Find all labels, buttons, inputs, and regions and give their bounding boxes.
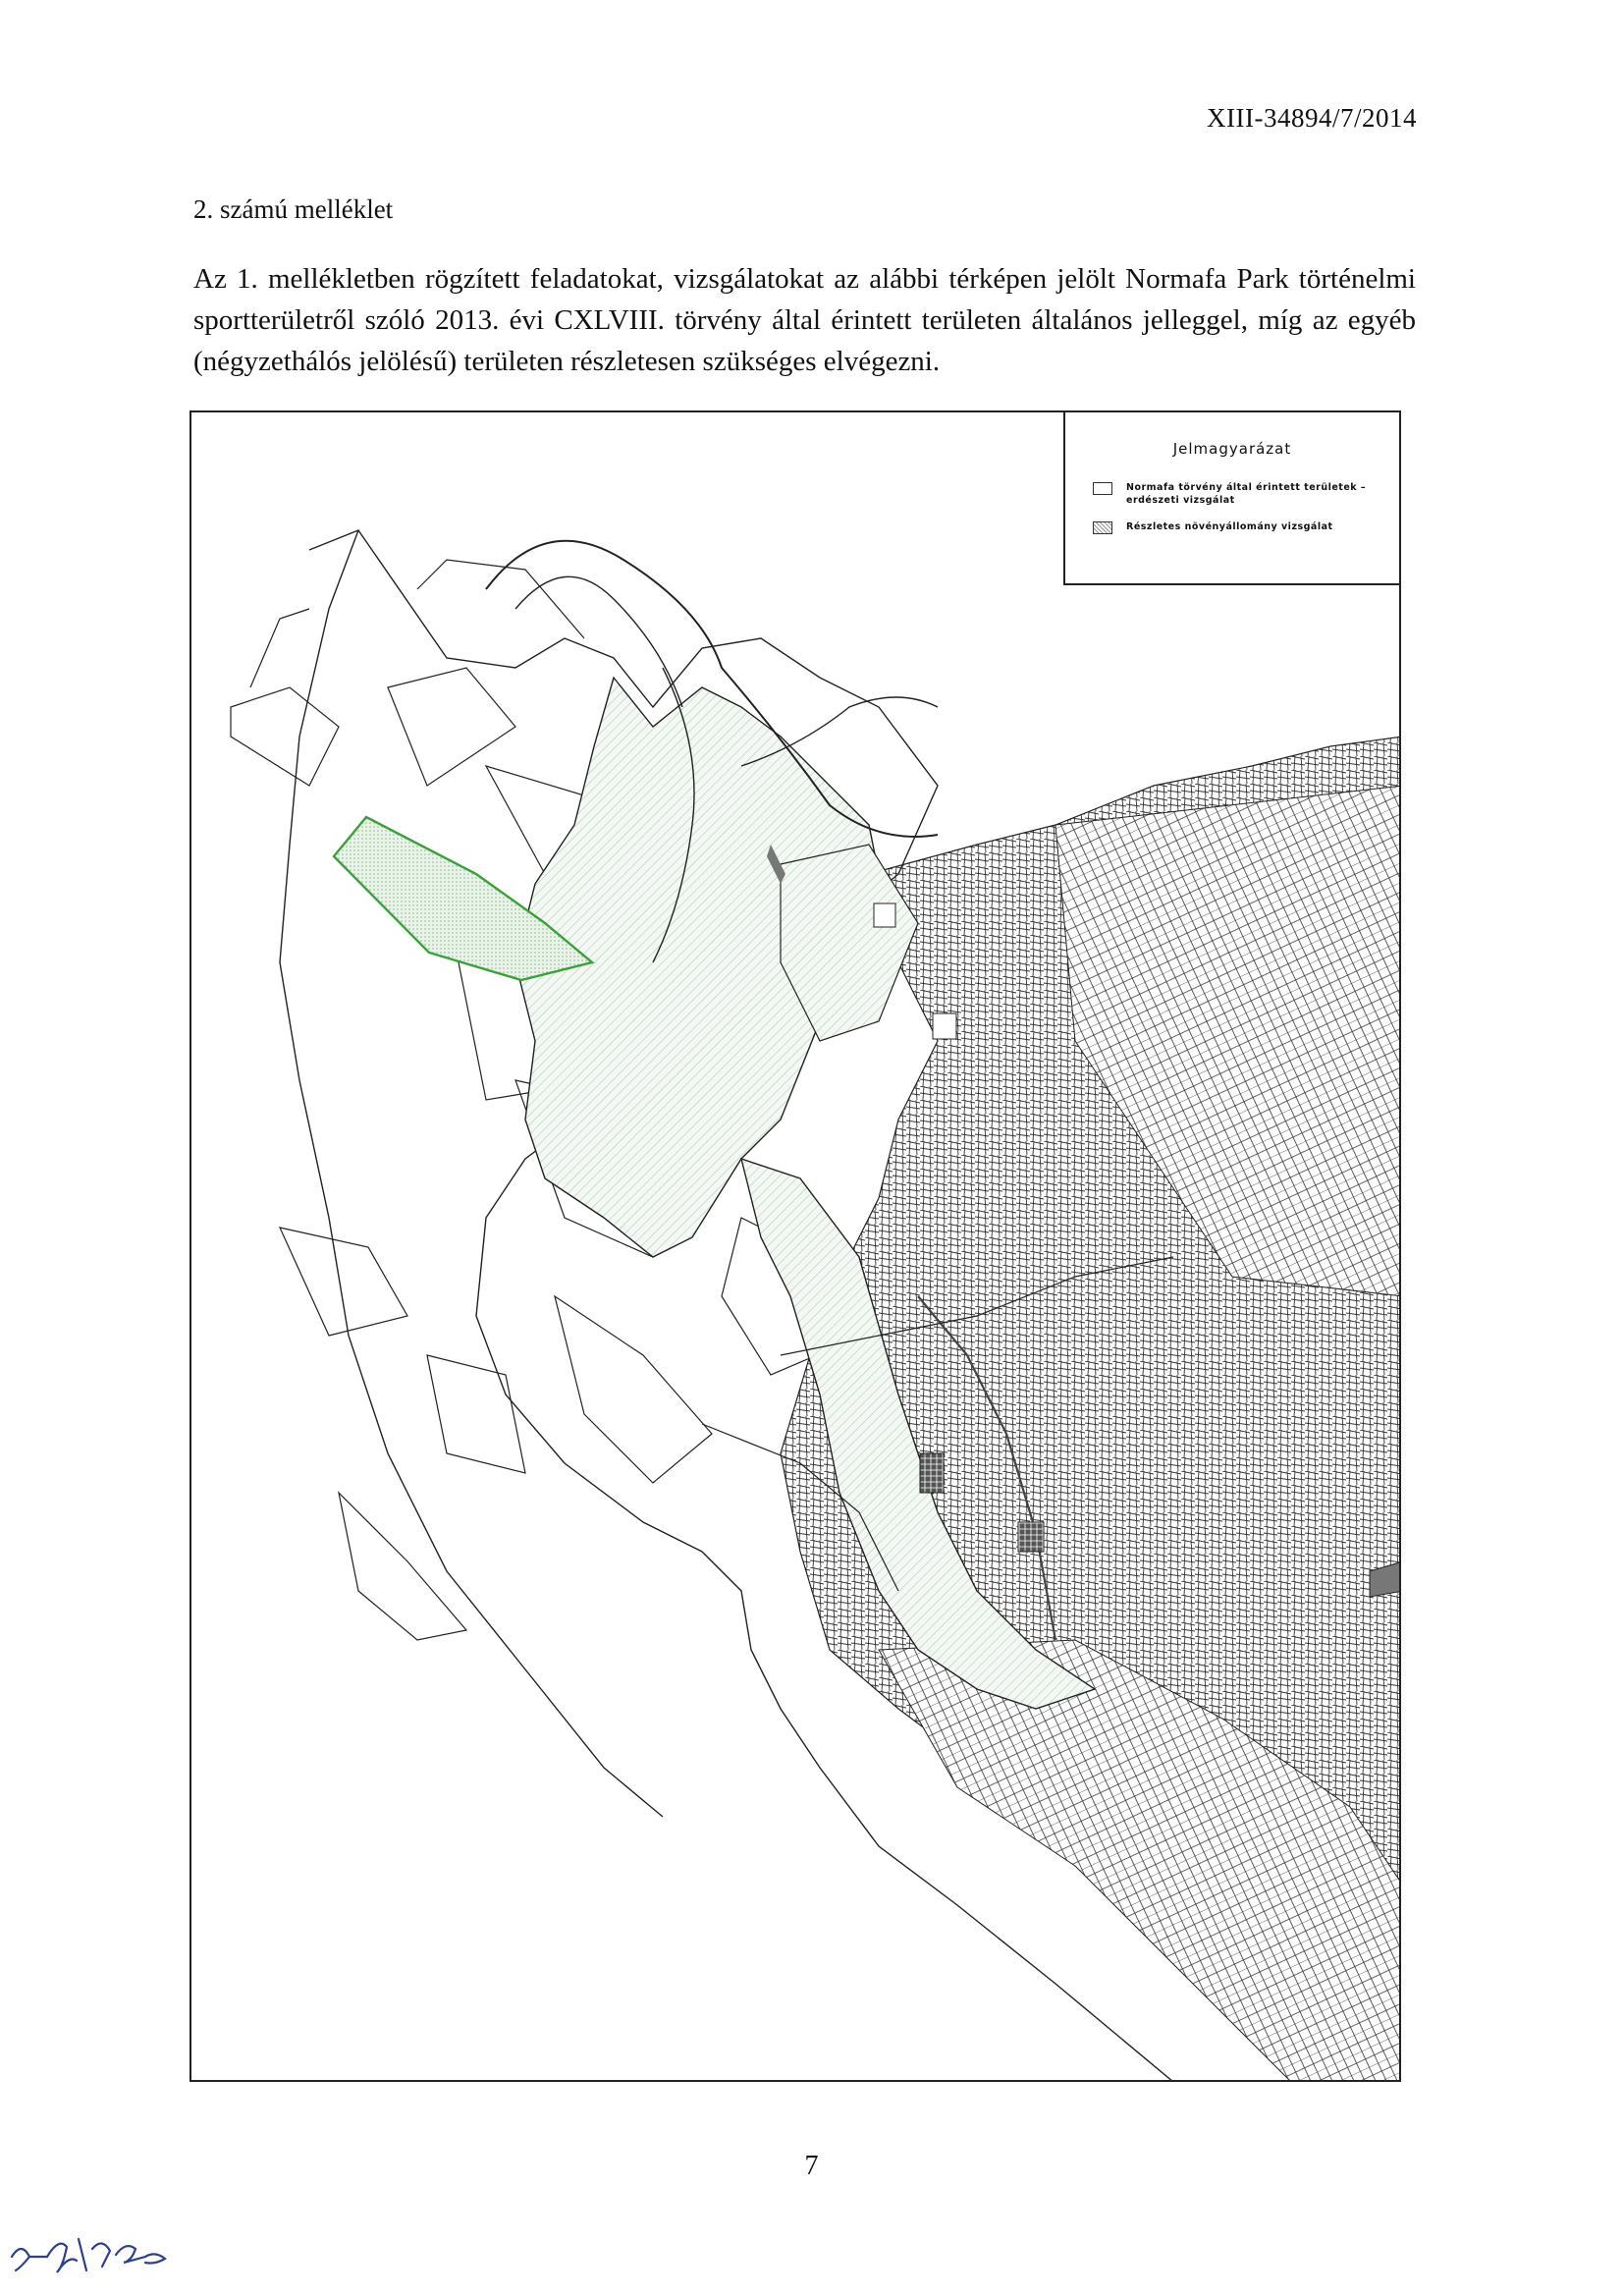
dense-patch <box>920 1453 944 1493</box>
dense-patch <box>1018 1522 1044 1552</box>
legend-item-law-area <box>1093 481 1377 507</box>
legend-item-detailed-survey <box>1093 520 1377 534</box>
map-legend <box>1063 410 1401 585</box>
annex-heading: 2. számú melléklet <box>193 194 394 224</box>
body-paragraph: Az 1. mellékletben rögzített feladatokat, vizsgálatokat az alábbi térképen jelölt Normafa Park történelmi sportterületről szóló 2013. évi CXLVIII. törvény által érintett területen általános jelleggel, míg az egyéb (négyzethálós jelölésű) területen részletesen szükséges elvégezni. <box>193 263 1416 377</box>
cadastral-map <box>191 412 1401 2082</box>
outline-swatch-icon <box>1093 482 1112 495</box>
page-number: 7 <box>804 2151 819 2181</box>
legend-item-label: Normafa törvény által érintett területek – erdészeti vizsgálat <box>1126 482 1367 506</box>
handwritten-signature <box>8 2227 214 2286</box>
map-frame <box>189 410 1401 2082</box>
legend-title: Jelmagyarázat <box>1172 440 1292 458</box>
hatched-swatch-icon <box>1093 521 1112 534</box>
document-number: XIII-34894/7/2014 <box>1207 103 1417 133</box>
legend-item-label: Részletes növényállomány vizsgálat <box>1126 521 1333 532</box>
